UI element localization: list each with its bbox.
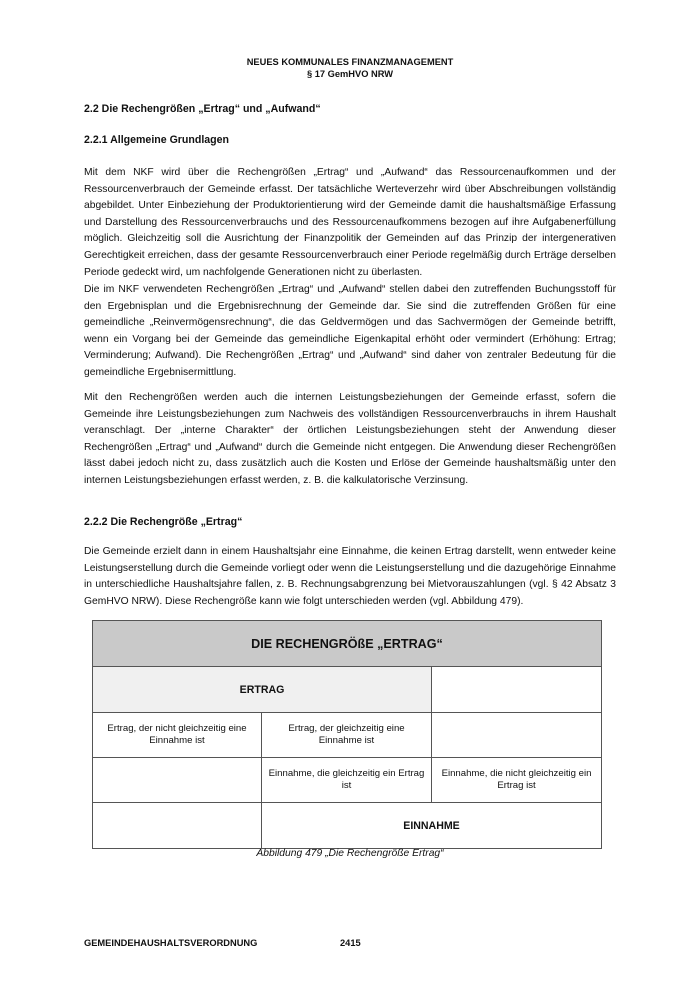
ertrag-not-einnahme-cell: Ertrag, der nicht gleichzeitig eine Einnahme ist xyxy=(93,713,262,758)
subsection-title-2-2-2: 2.2.2 Die Rechengröße „Ertrag“ xyxy=(84,516,243,528)
running-header xyxy=(0,56,700,80)
empty-cell xyxy=(432,713,602,758)
empty-cell xyxy=(93,803,262,849)
header-line-1: NEUES KOMMUNALES FINANZMANAGEMENT xyxy=(246,57,454,67)
paragraph-3: Mit den Rechengrößen werden auch die internen Leistungsbeziehungen der Gemeinde erfasst, sofern die Gemeinde ihre Leistungsbeziehungen zum Nachweis des vollständigen Ressourcenverbrauchs in ihrem Haushalt veranschlagt. Der „interne Charakter“ der örtlichen Leistungsbeziehungen steht der Anwendung dieser Rechengrößen „Ertrag“ und „Aufwand“ durch die Gemeinde nicht entgegen. Die Anwendung dieser Rechengrößen lässt dabei jedoch nicht zu, dass zusätzlich auch die Kosten und Erlöse der Gemeinde haushaltsmäßig unter den internen Leistungsbeziehungen erfasst werden, z. B. die kalkulatorische Verzinsung. xyxy=(84,392,616,486)
footer-title: GEMEINDEHAUSHALTSVERORDNUNG xyxy=(84,938,258,948)
empty-cell xyxy=(93,758,262,803)
empty-cell xyxy=(432,667,602,713)
paragraph-4: Die Gemeinde erzielt dann in einem Haushaltsjahr eine Einnahme, die keinen Ertrag darstellt, wenn entweder keine Leistungserstellung durch die Gemeinde vorliegt oder wenn die Leistungserstellung und die dazugehörige Einnahme in unterschiedliche Haushaltsjahre fallen, z. B. Rechnungsabgrenzung bei Mietvorauszahlungen (vgl. § 42 Absatz 3 GemHVO NRW). Diese Rechengröße kann wie folgt unterschieden werden (vgl. Abbildung 479). xyxy=(84,546,616,607)
page-number: 2415 xyxy=(340,938,361,948)
einnahme-not-ertrag-cell: Einnahme, die nicht gleichzeitig ein Ertrag ist xyxy=(432,758,602,803)
subsection-title-2-2-1: 2.2.1 Allgemeine Grundlagen xyxy=(84,134,230,146)
einnahme-label: EINNAHME xyxy=(262,803,602,849)
einnahme-also-ertrag-cell: Einnahme, die gleichzeitig ein Ertrag ist xyxy=(262,758,432,803)
paragraph-1: Mit dem NKF wird über die Rechengrößen „Ertrag“ und „Aufwand“ das Ressourcenaufkommen und der Ressourcenverbrauch der Gemeinde erfasst. Der tatsächliche Werteverzehr wird über Abschreibungen vollständig abgebildet. Unter Einbeziehung der Produktorientierung wird der Gemeinde damit die haushaltsmäßige Erfassung und Darstellung des Ressourcenverbrauchs und des Ressourcenaufkommens bezogen auf ihre Aufgabenerfüllung möglich. Gleichzeitig soll die Ausrichtung der Finanzpolitik der Gemeinden auf das Prinzip der intergenerativen Gerechtigkeit erreichen, dass der gesamte Ressourcenverbrauch einer Periode regelmäßig durch Erträge derselben Periode gedeckt wird, um nachfolgende Generationen nicht zu überlasten. xyxy=(84,167,616,278)
figure-caption: Abbildung 479 „Die Rechengröße Ertrag“ xyxy=(256,848,444,859)
header-line-2: § 17 GemHVO NRW xyxy=(306,69,394,79)
paragraph-2: Die im NKF verwendeten Rechengrößen „Ertrag“ und „Aufwand“ stellen dabei den zutreffenden Buchungsstoff für den Ergebnisplan und die Ergebnisrechnung der Gemeinde dar. Sie sind die zutreffenden Größen für eine gemeindliche „Reinvermögensrechnung“, die das Geldvermögen und das Sachvermögen der Gemeinde betrifft, wenn ein Vorgang bei der Gemeinde das gemeindliche Eigenkapital erhöht oder vermindert (Erhöhung: Ertrag; Verminderung; Aufwand). Die Rechengrößen „Ertrag“ und „Aufwand“ sind daher von zentraler Bedeutung für die gemeindliche Ergebnisermittlung. xyxy=(84,284,616,378)
ertrag-label: ERTRAG xyxy=(93,667,432,713)
ertrag-figure-table xyxy=(92,620,602,849)
ertrag-also-einnahme-cell: Ertrag, der gleichzeitig eine Einnahme ist xyxy=(262,713,432,758)
figure-title: DIE RECHENGRÖßE „ERTRAG“ xyxy=(93,621,602,667)
section-title: 2.2 Die Rechengrößen „Ertrag“ und „Aufwand“ xyxy=(84,103,321,115)
